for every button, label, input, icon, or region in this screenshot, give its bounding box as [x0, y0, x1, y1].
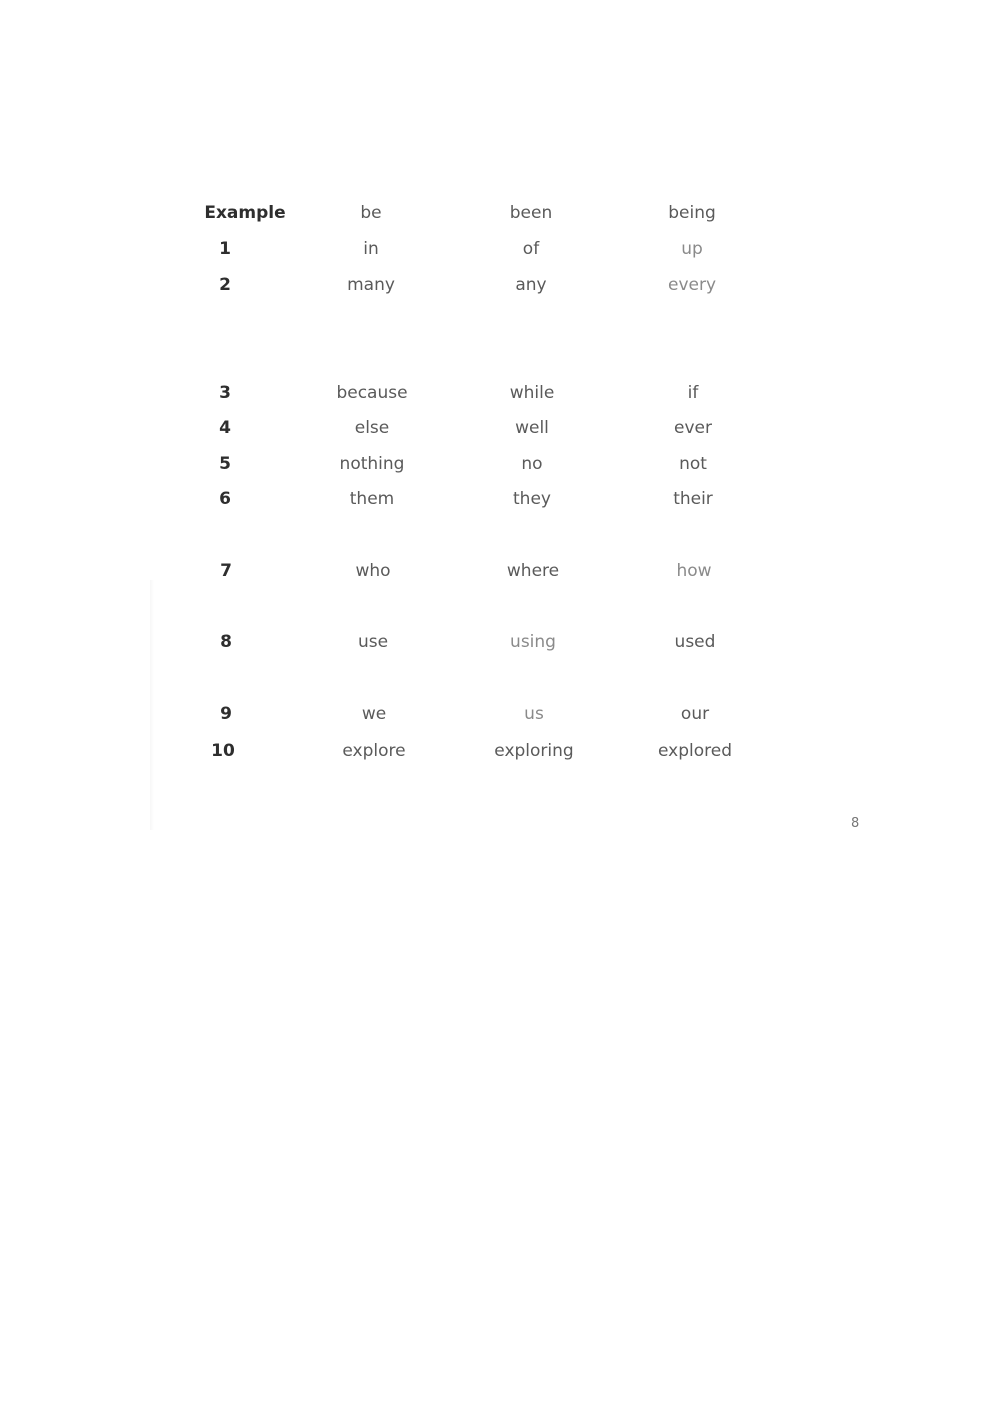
word-cell: be	[360, 203, 382, 223]
table-row	[0, 556, 1000, 586]
table-row	[0, 378, 1000, 408]
table-row	[0, 699, 1000, 729]
row-label: 10	[211, 741, 235, 761]
row-label: 3	[219, 383, 231, 403]
word-cell: where	[506, 561, 560, 581]
table-row	[0, 234, 1000, 264]
row-label: 5	[219, 454, 231, 474]
row-label: 1	[219, 239, 231, 259]
word-cell: been	[509, 203, 553, 223]
word-cell: our	[680, 704, 710, 724]
word-cell: us	[524, 704, 544, 724]
row-label: 2	[219, 275, 231, 295]
row-label: 6	[219, 489, 231, 509]
word-cell: explore	[342, 741, 406, 761]
word-cell: who	[355, 561, 391, 581]
row-label: 7	[220, 561, 232, 581]
word-cell: of	[522, 239, 540, 259]
table-row	[0, 270, 1000, 300]
word-cell: how	[676, 561, 712, 581]
word-cell: exploring	[494, 741, 574, 761]
page-number: 8	[851, 816, 860, 831]
word-cell: used	[674, 632, 716, 652]
word-cell: in	[363, 239, 379, 259]
row-label: 9	[220, 704, 232, 724]
row-label: 8	[220, 632, 232, 652]
word-cell: being	[668, 203, 716, 223]
word-cell: explored	[657, 741, 733, 761]
word-cell: up	[681, 239, 703, 259]
word-cell: nothing	[339, 454, 405, 474]
row-label: Example	[204, 203, 286, 223]
word-cell: if	[687, 383, 699, 403]
table-row	[0, 413, 1000, 443]
word-cell: their	[673, 489, 713, 509]
row-label: 4	[219, 418, 231, 438]
table-row	[0, 736, 1000, 766]
word-cell: them	[349, 489, 395, 509]
word-cell: we	[361, 704, 387, 724]
table-row	[0, 449, 1000, 479]
table-row	[0, 484, 1000, 514]
word-cell: because	[336, 383, 408, 403]
word-cell: many	[347, 275, 395, 295]
word-cell: well	[515, 418, 549, 438]
word-cell: no	[521, 454, 543, 474]
word-cell: ever	[674, 418, 712, 438]
word-cell: any	[515, 275, 547, 295]
word-cell: else	[354, 418, 390, 438]
table-row	[0, 627, 1000, 657]
word-cell: not	[679, 454, 707, 474]
word-cell: while	[509, 383, 555, 403]
word-cell: use	[357, 632, 389, 652]
word-cell: they	[513, 489, 551, 509]
table-row-example	[0, 198, 1000, 228]
word-cell: every	[667, 275, 717, 295]
word-cell: using	[510, 632, 556, 652]
